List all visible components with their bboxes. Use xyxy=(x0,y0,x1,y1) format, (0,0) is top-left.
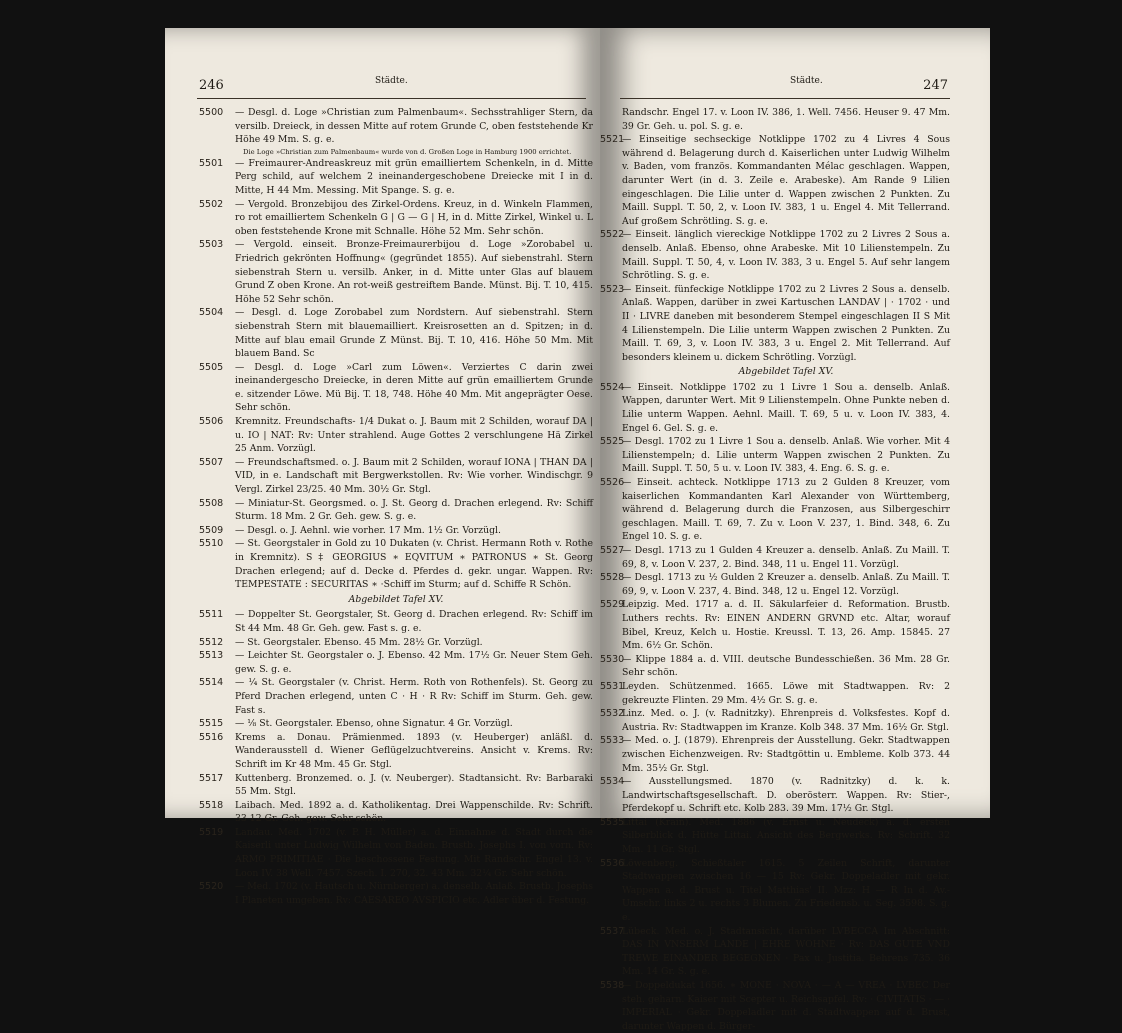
catalog-entry xyxy=(199,361,593,415)
catalog-entry xyxy=(600,476,950,544)
entry-number: 5525 xyxy=(600,436,625,448)
entry-number: 5529 xyxy=(600,599,625,611)
entry-text: — Einseit. fünfeckige Notklippe 1702 zu 2 Livres 2 Sous a. denselb. Anlaß. Wappen, darüber in zwei Kartuschen LANDAV | · 1702 · und II · LIVRE daneben mit besonderem Stempel eingeschlagen II S Mit 4 Lilienstempeln. Die Lilie unterm Wappen zwischen 2 Punkten. Zu Maill. T. 69, 3, v. Loon IV. 383, 3 u. Engel 2. Mit Tellerrand. Auf besonders kleinem u. dickem Schrötling. Vorzügl. xyxy=(622,283,950,363)
entry-text: — Einseit. Notklippe 1702 zu 1 Livre 1 Sou a. denselb. Anlaß. Wappen, darunter Wert. Mit 9 Lilienstempeln. Ohne Punkte neben d. Lilie unterm Wappen. Aehnl. Maill. T. 69, 5 u. v. Loon IV. 383, 4. Engel 6. Gel. S. g. e. xyxy=(622,381,950,434)
catalog-entry xyxy=(600,925,950,979)
entry-number: 5528 xyxy=(600,572,625,584)
catalog-entry xyxy=(199,717,593,731)
catalog-entry xyxy=(199,649,593,676)
page-number: 246 xyxy=(199,78,224,93)
catalog-entry xyxy=(600,544,950,571)
entry-number: 5522 xyxy=(600,229,625,241)
catalog-entry xyxy=(199,608,593,635)
entry-text: Löwenberg. Schießtaler 1615. 5 Zeilen Schrift, darunter Stadtwappen zwischen 16 — 15 Rv: Gekr. Doppeladler mit gekr. Wappen a. d. Brust u. Titel Matthias' II. Mzz: H — R In d. Av.-Umschr. links 2 u. rechts 3 Blumen. Zu Friedensb. u. Seg. 3598. S. g. e. xyxy=(622,857,950,924)
catalog-entry xyxy=(199,306,593,360)
entry-number: 5506 xyxy=(199,416,224,428)
entry-number: 5537 xyxy=(600,925,625,937)
entry-text: — Einseit. achteck. Notklippe 1713 zu 2 Gulden 8 Kreuzer, vom kaiserlichen Kommandanten Karl Alexander von Württemberg, während d. Belagerung durch die Franzosen, aus Silbergeschirr geschlagen. Maill. T. 69, 7. Zu v. Loon V. 237, 1. Bind. 348, 6. Zu Engel 10. S. g. e. xyxy=(622,477,950,543)
entry-text: Randschr. Engel 17. v. Loon IV. 386, 1. Well. 7456. Heuser 9. 47 Mm. 39 Gr. Geh. u. pol. S. g. e. xyxy=(622,107,950,132)
entry-text: — Doppeldukat 1656. ∗ MONE · NOVA · — A — VREA · LVBEC Der steh. geharn. Kaiser mit Scepter u. Reichsapfel. Rv: · CIVITATIS · — · IMPERIAL · Gekr. Doppeladler mit d. Stadtwappen auf d. Brust, darunter Wappen d. Bürger- xyxy=(622,980,950,1032)
catalog-entry xyxy=(199,772,593,799)
entry-number: 5517 xyxy=(199,772,224,784)
catalog-entry xyxy=(600,775,950,816)
entry-text: — Leichter St. Georgstaler o. J. Ebenso. 42 Mm. 17½ Gr. Neuer Stem Geh. gew. S. g. e. xyxy=(235,650,593,675)
entry-number: 5508 xyxy=(199,497,224,509)
entry-text: — Desgl. 1713 zu ½ Gulden 2 Kreuzer a. denselb. Anlaß. Zu Maill. T. 69, 9, v. Loon V. 237, 4. Bind. 348, 12 u. Engel 12. Vorzügl. xyxy=(622,572,950,597)
entry-number: 5535 xyxy=(600,816,625,828)
entry-number: 5519 xyxy=(199,826,224,838)
entry-text: — Desgl. d. Loge Zorobabel zum Nordstern. Auf siebenstrahl. Stern siebenstrah Stern mit blauemailliert. Kreisrosetten an d. Spitzen; in d. Mitte auf blau email Grunde Z Münst. Bij. T. 10, 416. Höhe 50 Mm. Mit blauem Band. Sc xyxy=(235,307,593,360)
entry-text: — Miniatur-St. Georgsmed. o. J. St. Georg d. Drachen erlegend. Rv: Schiff Sturm. 18 Mm. 2 Gr. Geh. gew. S. g. e. xyxy=(235,497,593,523)
catalog-entry xyxy=(199,415,593,456)
left-page xyxy=(165,28,600,906)
entry-number: 5523 xyxy=(600,283,625,295)
entry-text: Kuttenberg. Bronzemed. o. J. (v. Neuberger). Stadtansicht. Rv: Barbaraki 55 Mm. Stgl. xyxy=(235,772,593,798)
catalog-entry xyxy=(600,598,950,652)
entry-number: 5511 xyxy=(199,609,224,621)
catalog-entry xyxy=(199,731,593,772)
right-page xyxy=(600,28,990,1032)
entry-text: Laibach. Med. 1892 a. d. Katholikentag. Drei Wappenschilde. Rv: Schrift. 33 12 Gr. Geh. gew. Sehr schön. xyxy=(235,799,593,825)
entry-text: — Desgl. d. Loge »Christian zum Palmenbaum«. Sechsstrahliger Stern, da versilb. Dreieck, in dessen Mitte auf rotem Grunde C, oben feststehende Kr Höhe 49 Mm. S. g. e. xyxy=(235,107,593,146)
catalog-entry xyxy=(600,707,950,734)
entry-number: 5513 xyxy=(199,650,224,662)
catalog-entry xyxy=(600,653,950,680)
catalog-entry xyxy=(600,857,950,925)
catalog-entry xyxy=(600,571,950,598)
entry-text: Krems a. Donau. Prämienmed. 1893 (v. Heuberger) anläßl. d. Wanderausstell d. Wiener Geflügelzuchtvereins. Ansicht v. Krems. Rv: Schrift im Kr 48 Mm. 45 Gr. Stgl. xyxy=(235,731,593,770)
catalog-entry xyxy=(199,198,593,239)
entry-number: 5516 xyxy=(199,731,224,743)
entry-number: 5502 xyxy=(199,198,224,210)
catalog-entry xyxy=(600,680,950,707)
catalog-entry xyxy=(199,537,593,591)
entry-number: 5505 xyxy=(199,361,224,373)
entry-number: 5510 xyxy=(199,538,224,550)
right-page-body xyxy=(600,106,950,1033)
entry-number: 5526 xyxy=(600,477,625,489)
catalog-entry xyxy=(199,456,593,497)
catalog-entry xyxy=(600,816,950,857)
entry-text: Linz. Med. o. J. (v. Radnitzky). Ehrenpreis d. Volksfestes. Kopf d. Austria. Rv: Stadtwappen im Kranze. Kolb 348. 37 Mm. 16½ Gr. Stgl. xyxy=(622,708,950,733)
running-head: Städte. xyxy=(790,76,823,86)
catalog-entry xyxy=(199,524,593,538)
entry-number: 5534 xyxy=(600,776,625,788)
entry-text: Lübeck. Med. o. J. Stadtansicht, darüber LVBECCA Im Abschnitt: DAS IN VNSERM LANDE | EHRE WOHNE · Rv: DAS GUTE VND TREWE EINANDER BEGEGNEN · Pax u. Justitia. Behrens 735. 36 Mm. 14 Gr. S. g. e. xyxy=(622,925,950,978)
entry-number: 5503 xyxy=(199,239,224,251)
entry-text: — Desgl. 1702 zu 1 Livre 1 Sou a. denselb. Anlaß. Wie vorher. Mit 4 Lilienstempeln; d. Lilie unterm Wappen zwischen 2 Punkten. Zu Maill. Suppl. T. 50, 5 u. v. Loon IV. 383, 4. Eng. 6. S. g. e. xyxy=(622,436,950,475)
entry-text: — Med. 1702 (v. Hautsch u. Nürnberger) a. denselb. Anlaß. Brustb. Josephs I Planeten umgeben. Rv: CAESAREO AVSPICIO etc. Adler über d. Festung. xyxy=(235,881,593,906)
catalog-entry xyxy=(600,734,950,775)
entry-number: 5504 xyxy=(199,307,224,319)
entry-text: Kremnitz. Freundschafts- 1/4 Dukat o. J. Baum mit 2 Schilden, worauf DA | u. IO | NAT: Rv: Unter strahlend. Auge Gottes 2 verschlungene Hä Zirkel 25 Anm. Vorzügl. xyxy=(235,416,593,455)
entry-text: Littai (Krain). Med. 1886 (v. Ernst u. Neudeck) a. d. ersten Silberblick d. Hütte Littai. Ansicht des Bergwerks. Rv: Schrift. 32 Mm. 11 Gr. Stgl. xyxy=(622,816,950,856)
entry-text: Leipzig. Med. 1717 a. d. II. Säkularfeier d. Reformation. Brustb. Luthers rechts. Rv: EINEN ANDERN GRVND etc. Altar, worauf Bibel, Kreuz, Kelch u. Hostie. Kreussl. T. 13, 26. Amp. 15845. 27 Mm. 6½ Gr. Schön. xyxy=(622,599,950,652)
catalog-entry xyxy=(600,283,950,365)
header-rule xyxy=(620,98,950,99)
entry-number: 5536 xyxy=(600,857,625,869)
entry-number: 5514 xyxy=(199,677,224,689)
entry-number: 5533 xyxy=(600,735,625,747)
entry-number: 5518 xyxy=(199,799,224,811)
entry-text: — ¼ St. Georgstaler (v. Christ. Herm. Roth von Rothenfels). St. Georg zu Pferd Drachen erlegend, unten C · H · R Rv: Schiff im Sturm. Geh. gew. Fast s. xyxy=(235,677,593,716)
catalog-entry xyxy=(199,497,593,524)
entry-text: — ⅛ St. Georgstaler. Ebenso, ohne Signatur. 4 Gr. Vorzügl. xyxy=(235,718,513,730)
entry-text: — Einseitige sechseckige Notklippe 1702 zu 4 Livres 4 Sous während d. Belagerung durch d. Kaiserlichen unter Ludwig Wilhelm v. Baden, vom französ. Kommandanten Mélac geschlagen. Wappen, darunter Wert (in d. 3. Zeile e. Arabeske). Am Rande 9 Lilien eingeschlagen. Die Lilie unter d. Wappen zwischen 2 Punkten. Zu Maill. Suppl. T. 50, 2, v. Loon IV. 383, 1 u. Engel 4. Mit Tellerrand. Auf großem Schrötling. S. g. e. xyxy=(622,134,950,227)
header-rule xyxy=(197,98,586,99)
entry-text: Landau. Med. 1702 (v. P. H. Müller) a. d. Einnahme d. Stadt durch die Kaiserli unter Ludwig Wilhelm von Baden. Brustb. Josephs I. von vorn. Rv: ARMO PRIMITIAE · Die beschossene Festung. Mit Randschr. Engel 13. v. Loon IV. 38 Well. 7457. Szech. I. 270, 32. 43 Mm. 32¼ Gr. Sehr schön. xyxy=(235,826,593,879)
entry-number: 5500 xyxy=(199,107,224,118)
entry-number: 5507 xyxy=(199,456,224,468)
entry-text: — Vergold. einseit. Bronze-Freimaurerbijou d. Loge »Zorobabel u. Friedrich gekrönten Hoffnung« (gegründet 1855). Auf siebenstrahl. Stern siebenstrah Stern u. versilb. Anker, in d. Mitte unter Glas auf blauem Grund Z oben Krone. An rot-weiß gestreiftem Bande. Münst. Bij. T. 10, 415. Höhe 52 Sehr schön. xyxy=(235,239,593,305)
entry-number: 5530 xyxy=(600,653,625,665)
catalog-entry xyxy=(199,799,593,826)
catalog-entry xyxy=(622,106,950,133)
entry-text: — Desgl. 1713 zu 1 Gulden 4 Kreuzer a. denselb. Anlaß. Zu Maill. T. 69, 8, v. Loon V. 237, 2. Bind. 348, 11 u. Engel 11. Vorzügl. xyxy=(622,545,950,570)
entry-text: — Klippe 1884 a. d. VIII. deutsche Bundesschießen. 36 Mm. 28 Gr. Sehr schön. xyxy=(622,653,950,679)
entry-text: — Med. o. J. (1879). Ehrenpreis der Ausstellung. Gekr. Stadtwappen zwischen Eichenzweigen. Rv: Stadtgöttin u. Embleme. Kolb 373. 44 Mm. 35½ Gr. Stgl. xyxy=(622,735,950,774)
catalog-entry xyxy=(199,636,593,650)
entry-text: — St. Georgstaler. Ebenso. 45 Mm. 28½ Gr. Vorzügl. xyxy=(235,636,483,648)
entry-number: 5520 xyxy=(199,881,224,893)
entry-text: — Doppelter St. Georgstaler, St. Georg d. Drachen erlegend. Rv: Schiff im St 44 Mm. 48 Gr. Geh. gew. Fast s. g. e. xyxy=(235,609,593,634)
entry-text: — Einseit. länglich viereckige Notklippe 1702 zu 2 Livres 2 Sous a. denselb. Anlaß. Ebenso, ohne Arabeske. Mit 10 Lilienstempeln. Zu Maill. Suppl. T. 50, 4, v. Loon IV. 383, 3 u. Engel 5. Auf sehr langem Schrötling. S. g. e. xyxy=(622,229,950,282)
left-page-body xyxy=(199,106,593,907)
entry-text: — Desgl. d. Loge »Carl zum Löwen«. Verziertes C darin zwei ineinandergescho Dreiecke, in deren Mitte auf grün emailliertem Grunde e. sitzender Löwe. Mü Bij. T. 18, 748. Höhe 40 Mm. Mit angeprägter Oese. Sehr schön. xyxy=(235,361,593,414)
entry-number: 5531 xyxy=(600,680,625,692)
catalog-entry xyxy=(199,676,593,717)
catalog-entry xyxy=(600,228,950,282)
entry-number: 5532 xyxy=(600,708,625,720)
entry-text: — Vergold. Bronzebijou des Zirkel-Ordens. Kreuz, in d. Winkeln Flammen, ro rot emailliertem Schenkeln G | G — G | H, in d. Mitte Zirkel, Winkel u. L oben feststehende Krone mit Schnalle. Höhe 52 Mm. Sehr schön. xyxy=(235,198,593,237)
entry-number: 5512 xyxy=(199,636,224,648)
plate-reference: Abgebildet Tafel XV. xyxy=(738,366,834,378)
entry-number: 5501 xyxy=(199,157,224,169)
catalog-entry xyxy=(199,157,593,198)
catalog-entry xyxy=(199,238,593,306)
entry-text: — Freimaurer-Andreaskreuz mit grün emailliertem Schenkeln, in d. Mitte Perg schild, auf welchem 2 ineinandergeschobene Dreiecke mit I in d. Mitte, H 44 Mm. Messing. Mit Spange. S. g. e. xyxy=(235,157,593,196)
plate-reference: Abgebildet Tafel XV. xyxy=(348,593,444,605)
entry-text: — Ausstellungsmed. 1870 (v. Radnitzky) d. k. k. Landwirtschaftsgesellschaft. D. oberösterr. Wappen. Rv: Stier-, Pferdekopf u. Schrift etc. Kolb 283. 39 Mm. 17½ Gr. Stgl. xyxy=(622,776,950,815)
entry-text: — St. Georgstaler in Gold zu 10 Dukaten (v. Christ. Hermann Roth v. Rothe in Kremnitz). S ‡ GEORGIUS ∗ EQVITUM ∗ PATRONUS ∗ St. Georg Drachen erlegend; auf d. Decke d. Pferdes d. gekr. ungar. Wappen. Rv: TEMPESTATE : SECURITAS ∗ ·Schiff im Sturm; auf d. Schiffe R Schön. xyxy=(235,538,593,591)
catalog-entry xyxy=(600,381,950,435)
entry-text: — Freundschaftsmed. o. J. Baum mit 2 Schilden, worauf IONA | THAN DA | VID, in e. Landschaft mit Bergwerkstollen. Rv: Wie vorher. Windischgr. 9 Vergl. Zirkel 23/25. 40 Mm. 30½ Gr. Stgl. xyxy=(235,456,593,496)
entry-number: 5527 xyxy=(600,545,625,556)
entry-number: 5524 xyxy=(600,381,625,393)
catalog-entry xyxy=(199,880,593,907)
entry-number: 5538 xyxy=(600,980,625,991)
running-head: Städte. xyxy=(375,76,408,86)
entry-text: Leyden. Schützenmed. 1665. Löwe mit Stadtwappen. Rv: 2 gekreuzte Flinten. 29 Mm. 4½ Gr. S. g. e. xyxy=(622,680,950,706)
page-number: 247 xyxy=(923,78,948,93)
footnote: Die Loge »Christian zum Palmenbaum« wurde von d. Großen Loge in Hamburg 1900 errichtet. xyxy=(243,147,572,156)
catalog-entry xyxy=(199,826,593,880)
catalog-entry xyxy=(600,435,950,476)
catalog-entry xyxy=(600,133,950,228)
entry-number: 5521 xyxy=(600,134,625,146)
entry-number: 5509 xyxy=(199,524,224,536)
entry-text: — Desgl. o. J. Aehnl. wie vorher. 17 Mm. 1½ Gr. Vorzügl. xyxy=(235,524,501,536)
catalog-entry xyxy=(199,106,593,147)
entry-number: 5515 xyxy=(199,718,224,730)
catalog-entry xyxy=(600,979,950,1033)
